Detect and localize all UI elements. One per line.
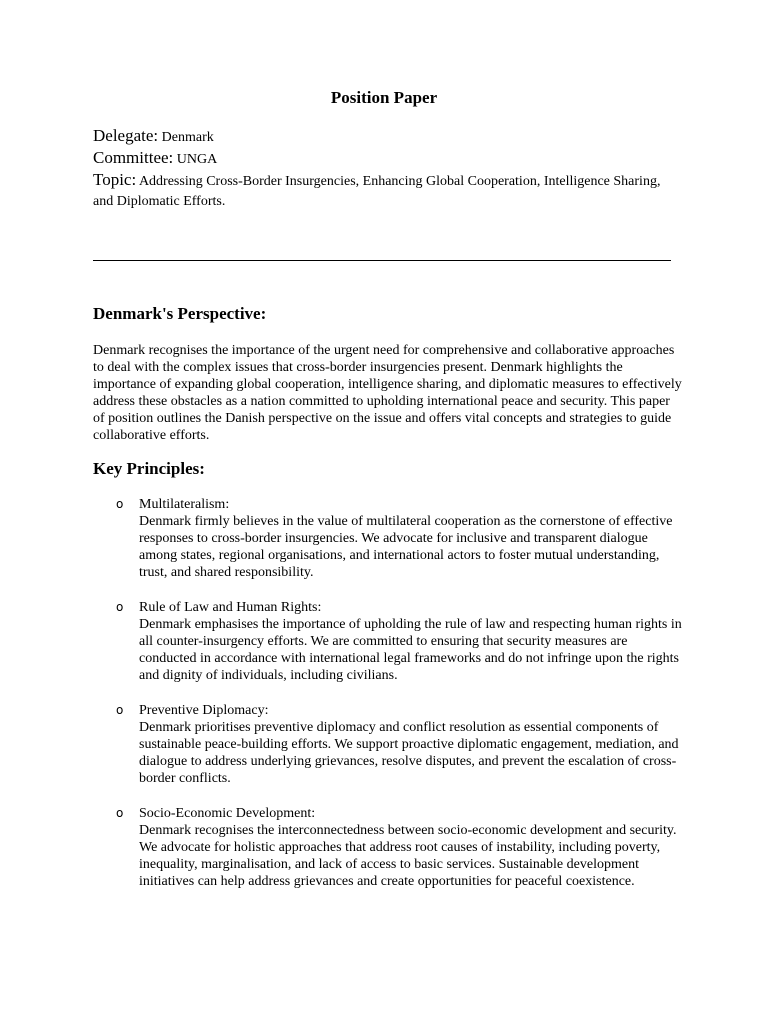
principle-title: Socio-Economic Development:	[139, 806, 316, 821]
bullet-icon: o	[116, 600, 124, 614]
bullet-icon: o	[116, 497, 124, 511]
bullet-icon: o	[116, 806, 124, 820]
topic-label: Topic:	[93, 170, 137, 189]
principle-title: Multilateralism:	[139, 497, 230, 512]
delegate-line	[93, 126, 683, 148]
principle-title: Preventive Diplomacy:	[139, 703, 269, 718]
principles-list	[93, 496, 683, 908]
delegate-value: Denmark	[161, 130, 214, 145]
principle-item	[93, 805, 683, 890]
principle-title: Rule of Law and Human Rights:	[139, 600, 322, 615]
topic-value: Addressing Cross-Border Insurgencies, Enhancing Global Cooperation, Intelligence Sharing, and Diplomatic Efforts.	[93, 174, 661, 209]
principle-body: Denmark recognises the interconnectedness between socio-economic development and security. We advocate for holistic approaches that address root causes of instability, including poverty, inequality, marginalisation, and lack of access to basic services. Sustainable development initiatives can help address grievances and create opportunities for peaceful coexistence.	[139, 823, 677, 889]
principle-item	[93, 599, 683, 684]
principle-body: Denmark emphasises the importance of upholding the rule of law and respecting human rights in all counter-insurgency efforts. We are committed to ensuring that security measures are conducted in accordance with international legal frameworks and do not infringe upon the rights and dignity of individuals, including civilians.	[139, 617, 682, 683]
principle-item	[93, 496, 683, 581]
perspective-heading: Denmark's Perspective:	[93, 304, 267, 323]
perspective-body: Denmark recognises the importance of the urgent need for comprehensive and collaborative approaches to deal with the complex issues that cross-border insurgencies present. Denmark highlights the importance of expanding global cooperation, intelligence sharing, and diplomatic measures to effectively address these obstacles as a nation committed to upholding international peace and security. This paper of position outlines the Danish perspective on the issue and offers vital concepts and strategies to guide collaborative efforts.	[93, 343, 682, 443]
principle-body: Denmark firmly believes in the value of multilateral cooperation as the cornerstone of effective responses to cross-border insurgencies. We advocate for inclusive and transparent dialogue among states, regional organisations, and international actors to foster mutual understanding, trust, and shared responsibility.	[139, 514, 673, 580]
horizontal-rule	[93, 260, 671, 261]
principles-heading: Key Principles:	[93, 459, 205, 478]
document-meta	[93, 126, 683, 212]
document-title: Position Paper	[330, 88, 438, 107]
principle-body: Denmark prioritises preventive diplomacy and conflict resolution as essential components of sustainable peace-building efforts. We support proactive diplomatic engagement, mediation, and dialogue to address underlying grievances, resolve disputes, and prevent the escalation of cross-border conflicts.	[139, 720, 679, 786]
committee-value: UNGA	[176, 152, 218, 167]
bullet-icon: o	[116, 703, 124, 717]
topic-line	[93, 170, 683, 212]
delegate-label: Delegate:	[93, 126, 159, 145]
committee-label: Committee:	[93, 148, 174, 167]
principle-item	[93, 702, 683, 787]
committee-line	[93, 148, 683, 170]
